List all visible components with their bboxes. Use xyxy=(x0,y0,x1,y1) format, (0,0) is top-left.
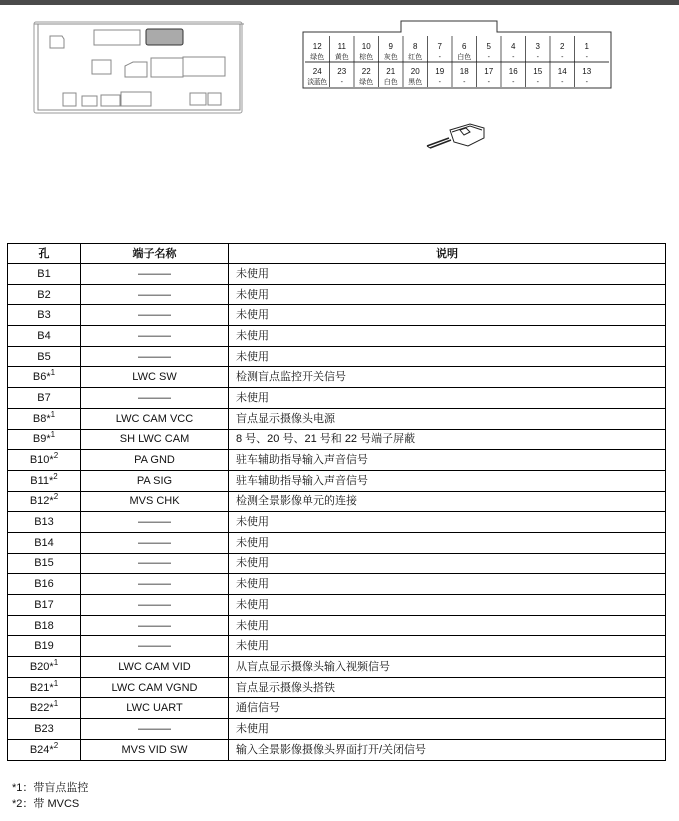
cell-description: 通信信号 xyxy=(229,698,666,719)
pin-number: 10 xyxy=(361,42,371,51)
pin-wire-color: 白色 xyxy=(457,54,472,61)
note-marker: 1 xyxy=(50,409,56,419)
hole-label: B15 xyxy=(34,557,54,570)
hole-label: B10* xyxy=(29,454,54,467)
cell-terminal: ——— xyxy=(81,512,229,533)
cell-terminal: ——— xyxy=(81,574,229,595)
connector-pin-5 xyxy=(477,36,492,62)
pin-number: 4 xyxy=(511,42,516,51)
pin-number: 2 xyxy=(560,42,565,51)
hole-label: B19 xyxy=(34,640,54,653)
hole-label: B8* xyxy=(32,412,51,425)
connector-pin-4 xyxy=(501,36,516,62)
cell-description: 未使用 xyxy=(229,388,666,409)
pin-number: 3 xyxy=(535,42,540,51)
table-row xyxy=(8,367,666,388)
note-marker: 2 xyxy=(53,451,59,461)
cell-terminal: LWC CAM VCC xyxy=(81,408,229,429)
table-row xyxy=(8,595,666,616)
cell-terminal: ——— xyxy=(81,264,229,285)
pin-wire-color: - xyxy=(512,54,515,61)
cell-description: 未使用 xyxy=(229,595,666,616)
pin-wire-color: - xyxy=(487,79,490,86)
hole-label: B17 xyxy=(34,598,54,611)
cell-terminal: ——— xyxy=(81,305,229,326)
pin-number: 14 xyxy=(557,67,567,76)
cell-hole xyxy=(8,470,81,491)
pin-number: 22 xyxy=(361,67,371,76)
pin-wire-color: - xyxy=(561,79,564,86)
connector-pin-22 xyxy=(354,61,373,87)
pin-number: 19 xyxy=(435,67,445,76)
table-row xyxy=(8,574,666,595)
table-row xyxy=(8,326,666,347)
hole-label: B5 xyxy=(37,350,51,363)
table-row xyxy=(8,408,666,429)
table-row xyxy=(8,284,666,305)
cell-description: 检测盲点监控开关信号 xyxy=(229,367,666,388)
connector-pin-8 xyxy=(403,36,422,62)
cell-terminal: MVS CHK xyxy=(81,491,229,512)
connector-pin-7 xyxy=(428,36,443,62)
hole-label: B2 xyxy=(37,288,51,301)
cell-hole xyxy=(8,491,81,512)
cell-description: 未使用 xyxy=(229,553,666,574)
pin-wire-color: - xyxy=(340,79,343,86)
connector-pin-1 xyxy=(575,36,590,62)
pin-number: 11 xyxy=(337,42,346,51)
table-header-row xyxy=(8,244,666,264)
cell-terminal: MVS VID SW xyxy=(81,739,229,760)
cell-hole xyxy=(8,595,81,616)
cell-description: 盲点显示摄像头搭铁 xyxy=(229,677,666,698)
pin-wire-color: 灰色 xyxy=(383,54,398,61)
hole-label: B14 xyxy=(34,536,54,549)
connector-pin-23 xyxy=(330,61,347,87)
cell-hole xyxy=(8,657,81,678)
hole-label: B23 xyxy=(34,722,54,735)
pin-wire-color: 红色 xyxy=(408,54,423,61)
hole-label: B24* xyxy=(29,743,54,756)
cell-description: 8 号、20 号、21 号和 22 号端子屏蔽 xyxy=(229,429,666,450)
table-row xyxy=(8,719,666,740)
cell-terminal: ——— xyxy=(81,719,229,740)
connector-pin-6 xyxy=(452,36,471,62)
hole-label: B16 xyxy=(34,578,54,591)
connector-pin-14 xyxy=(550,61,567,87)
cell-hole xyxy=(8,429,81,450)
cell-terminal: ——— xyxy=(81,388,229,409)
hole-label: B1 xyxy=(37,267,51,280)
cell-terminal: LWC UART xyxy=(81,698,229,719)
cell-description: 输入全景影像摄像头界面打开/关闭信号 xyxy=(229,739,666,760)
cell-description: 未使用 xyxy=(229,264,666,285)
cell-hole xyxy=(8,636,81,657)
table-row xyxy=(8,450,666,471)
table-row xyxy=(8,264,666,285)
cell-hole xyxy=(8,326,81,347)
cell-hole xyxy=(8,264,81,285)
hole-label: B13 xyxy=(34,516,54,529)
table-row xyxy=(8,532,666,553)
table-row xyxy=(8,739,666,760)
pin-wire-color: - xyxy=(536,54,539,61)
pin-number: 12 xyxy=(312,42,322,51)
cell-terminal: PA SIG xyxy=(81,470,229,491)
hole-label: B4 xyxy=(37,329,51,342)
cell-description: 驻车辅助指导输入声音信号 xyxy=(229,450,666,471)
cell-hole xyxy=(8,553,81,574)
pin-number: 16 xyxy=(508,67,518,76)
terminal-table xyxy=(7,243,666,761)
table-row xyxy=(8,677,666,698)
cell-description: 未使用 xyxy=(229,615,666,636)
connector-pin-10 xyxy=(354,36,373,62)
ecu-outline xyxy=(34,22,244,113)
pin-wire-color: - xyxy=(561,54,564,61)
hole-label: B21* xyxy=(29,681,54,694)
cell-hole xyxy=(8,346,81,367)
cell-terminal: LWC SW xyxy=(81,367,229,388)
cell-hole xyxy=(8,450,81,471)
cell-hole xyxy=(8,574,81,595)
cell-hole xyxy=(8,305,81,326)
connector-pin-20 xyxy=(403,61,422,87)
connector-pin-21 xyxy=(379,61,398,87)
footnote-1: *1：带盲点监控 xyxy=(12,782,89,794)
cell-terminal: SH LWC CAM xyxy=(81,429,229,450)
pin-wire-color: 绿色 xyxy=(359,79,374,86)
table-row xyxy=(8,305,666,326)
header-hole: 孔 xyxy=(8,244,81,264)
pin-number: 13 xyxy=(582,67,592,76)
cell-description: 未使用 xyxy=(229,305,666,326)
hole-label: B22* xyxy=(29,702,54,715)
table-row xyxy=(8,491,666,512)
pin-number: 15 xyxy=(533,67,543,76)
pin-wire-color: 白色 xyxy=(383,79,398,86)
connector-pin-17 xyxy=(477,61,494,87)
cell-hole xyxy=(8,408,81,429)
cell-terminal: LWC CAM VID xyxy=(81,657,229,678)
pin-wire-color: - xyxy=(438,54,441,61)
table-row xyxy=(8,470,666,491)
connector-top-row xyxy=(310,36,589,62)
note-marker: 1 xyxy=(50,368,56,378)
cell-description: 未使用 xyxy=(229,284,666,305)
cell-terminal: ——— xyxy=(81,532,229,553)
footnotes xyxy=(12,780,88,812)
connector-pin-2 xyxy=(550,36,565,62)
pin-number: 24 xyxy=(312,67,322,76)
cell-description: 检测全景影像单元的连接 xyxy=(229,491,666,512)
cell-hole xyxy=(8,739,81,760)
cell-description: 未使用 xyxy=(229,326,666,347)
cell-terminal: ——— xyxy=(81,595,229,616)
connector-pin-19 xyxy=(428,61,445,87)
connector-bottom-row xyxy=(307,61,591,87)
pin-number: 23 xyxy=(337,67,347,76)
pin-wire-color: - xyxy=(512,79,515,86)
cell-terminal: ——— xyxy=(81,284,229,305)
connector-pin-11 xyxy=(330,36,349,62)
connector-pin-16 xyxy=(501,61,518,87)
cell-terminal: ——— xyxy=(81,636,229,657)
header-description: 说明 xyxy=(229,244,666,264)
pin-number: 17 xyxy=(484,67,494,76)
hole-label: B12* xyxy=(29,495,54,508)
pin-number: 8 xyxy=(413,42,418,51)
cell-hole xyxy=(8,698,81,719)
cell-description: 未使用 xyxy=(229,636,666,657)
table-row xyxy=(8,512,666,533)
hole-label: B7 xyxy=(37,391,51,404)
note-marker: 1 xyxy=(53,678,59,688)
connector-pin-15 xyxy=(526,61,543,87)
cell-hole xyxy=(8,615,81,636)
cell-terminal: ——— xyxy=(81,346,229,367)
hole-label: B18 xyxy=(34,619,54,632)
connector-diagram xyxy=(0,0,679,240)
hole-label: B11* xyxy=(30,474,54,487)
note-marker: 2 xyxy=(53,740,59,750)
cell-terminal: PA GND xyxy=(81,450,229,471)
pin-number: 18 xyxy=(459,67,469,76)
cell-hole xyxy=(8,284,81,305)
note-marker: 2 xyxy=(53,492,59,502)
pin-wire-color: - xyxy=(438,79,441,86)
cell-terminal: ——— xyxy=(81,615,229,636)
pin-wire-color: 黑色 xyxy=(408,79,423,86)
hole-label: B3 xyxy=(37,309,51,322)
pin-wire-color: 黄色 xyxy=(334,54,349,61)
cell-hole xyxy=(8,512,81,533)
pin-number: 21 xyxy=(386,67,396,76)
cell-description: 未使用 xyxy=(229,346,666,367)
cell-description: 盲点显示摄像头电源 xyxy=(229,408,666,429)
cell-description: 驻车辅助指导输入声音信号 xyxy=(229,470,666,491)
table-row xyxy=(8,615,666,636)
pin-number: 7 xyxy=(437,42,442,51)
cell-terminal: LWC CAM VGND xyxy=(81,677,229,698)
cell-description: 未使用 xyxy=(229,512,666,533)
hole-label: B20* xyxy=(29,660,54,673)
table-row xyxy=(8,346,666,367)
cell-hole xyxy=(8,532,81,553)
table-row xyxy=(8,388,666,409)
pin-wire-color: - xyxy=(585,54,588,61)
connector-pin-13 xyxy=(575,61,592,87)
note-marker: 2 xyxy=(53,471,58,481)
cell-description: 未使用 xyxy=(229,574,666,595)
connector-pin-18 xyxy=(452,61,469,87)
pin-number: 1 xyxy=(584,42,589,51)
pin-number: 5 xyxy=(486,42,491,51)
connector-pin-9 xyxy=(379,36,398,62)
probe-icon xyxy=(427,124,484,148)
connector-pin-12 xyxy=(310,42,324,61)
pin-wire-color: - xyxy=(487,54,490,61)
table-row xyxy=(8,657,666,678)
header-terminal: 端子名称 xyxy=(81,244,229,264)
pin-wire-color: 淡蓝色 xyxy=(307,79,328,86)
table-row xyxy=(8,698,666,719)
table-row xyxy=(8,636,666,657)
pin-number: 9 xyxy=(388,42,393,51)
cell-description: 未使用 xyxy=(229,719,666,740)
pin-wire-color: - xyxy=(585,79,588,86)
table-row xyxy=(8,429,666,450)
pin-wire-color: - xyxy=(536,79,539,86)
cell-hole xyxy=(8,367,81,388)
note-marker: 1 xyxy=(53,699,59,709)
cell-hole xyxy=(8,388,81,409)
cell-description: 从盲点显示摄像头输入视频信号 xyxy=(229,657,666,678)
cell-hole xyxy=(8,677,81,698)
hole-label: B9* xyxy=(32,433,51,446)
cell-hole xyxy=(8,719,81,740)
pin-wire-color: 绿色 xyxy=(310,54,325,61)
cell-description: 未使用 xyxy=(229,532,666,553)
cell-terminal: ——— xyxy=(81,326,229,347)
pin-number: 6 xyxy=(462,42,467,51)
pin-wire-color: - xyxy=(463,79,466,86)
hole-label: B6* xyxy=(32,371,51,384)
connector-pin-24 xyxy=(307,67,327,86)
note-marker: 1 xyxy=(53,657,59,667)
pin-number: 20 xyxy=(410,67,420,76)
pin-wire-color: 棕色 xyxy=(359,54,374,61)
note-marker: 1 xyxy=(50,430,56,440)
cell-terminal: ——— xyxy=(81,553,229,574)
footnote-2: *2：带 MVCS xyxy=(12,798,80,810)
connector-pin-3 xyxy=(526,36,541,62)
table-row xyxy=(8,553,666,574)
